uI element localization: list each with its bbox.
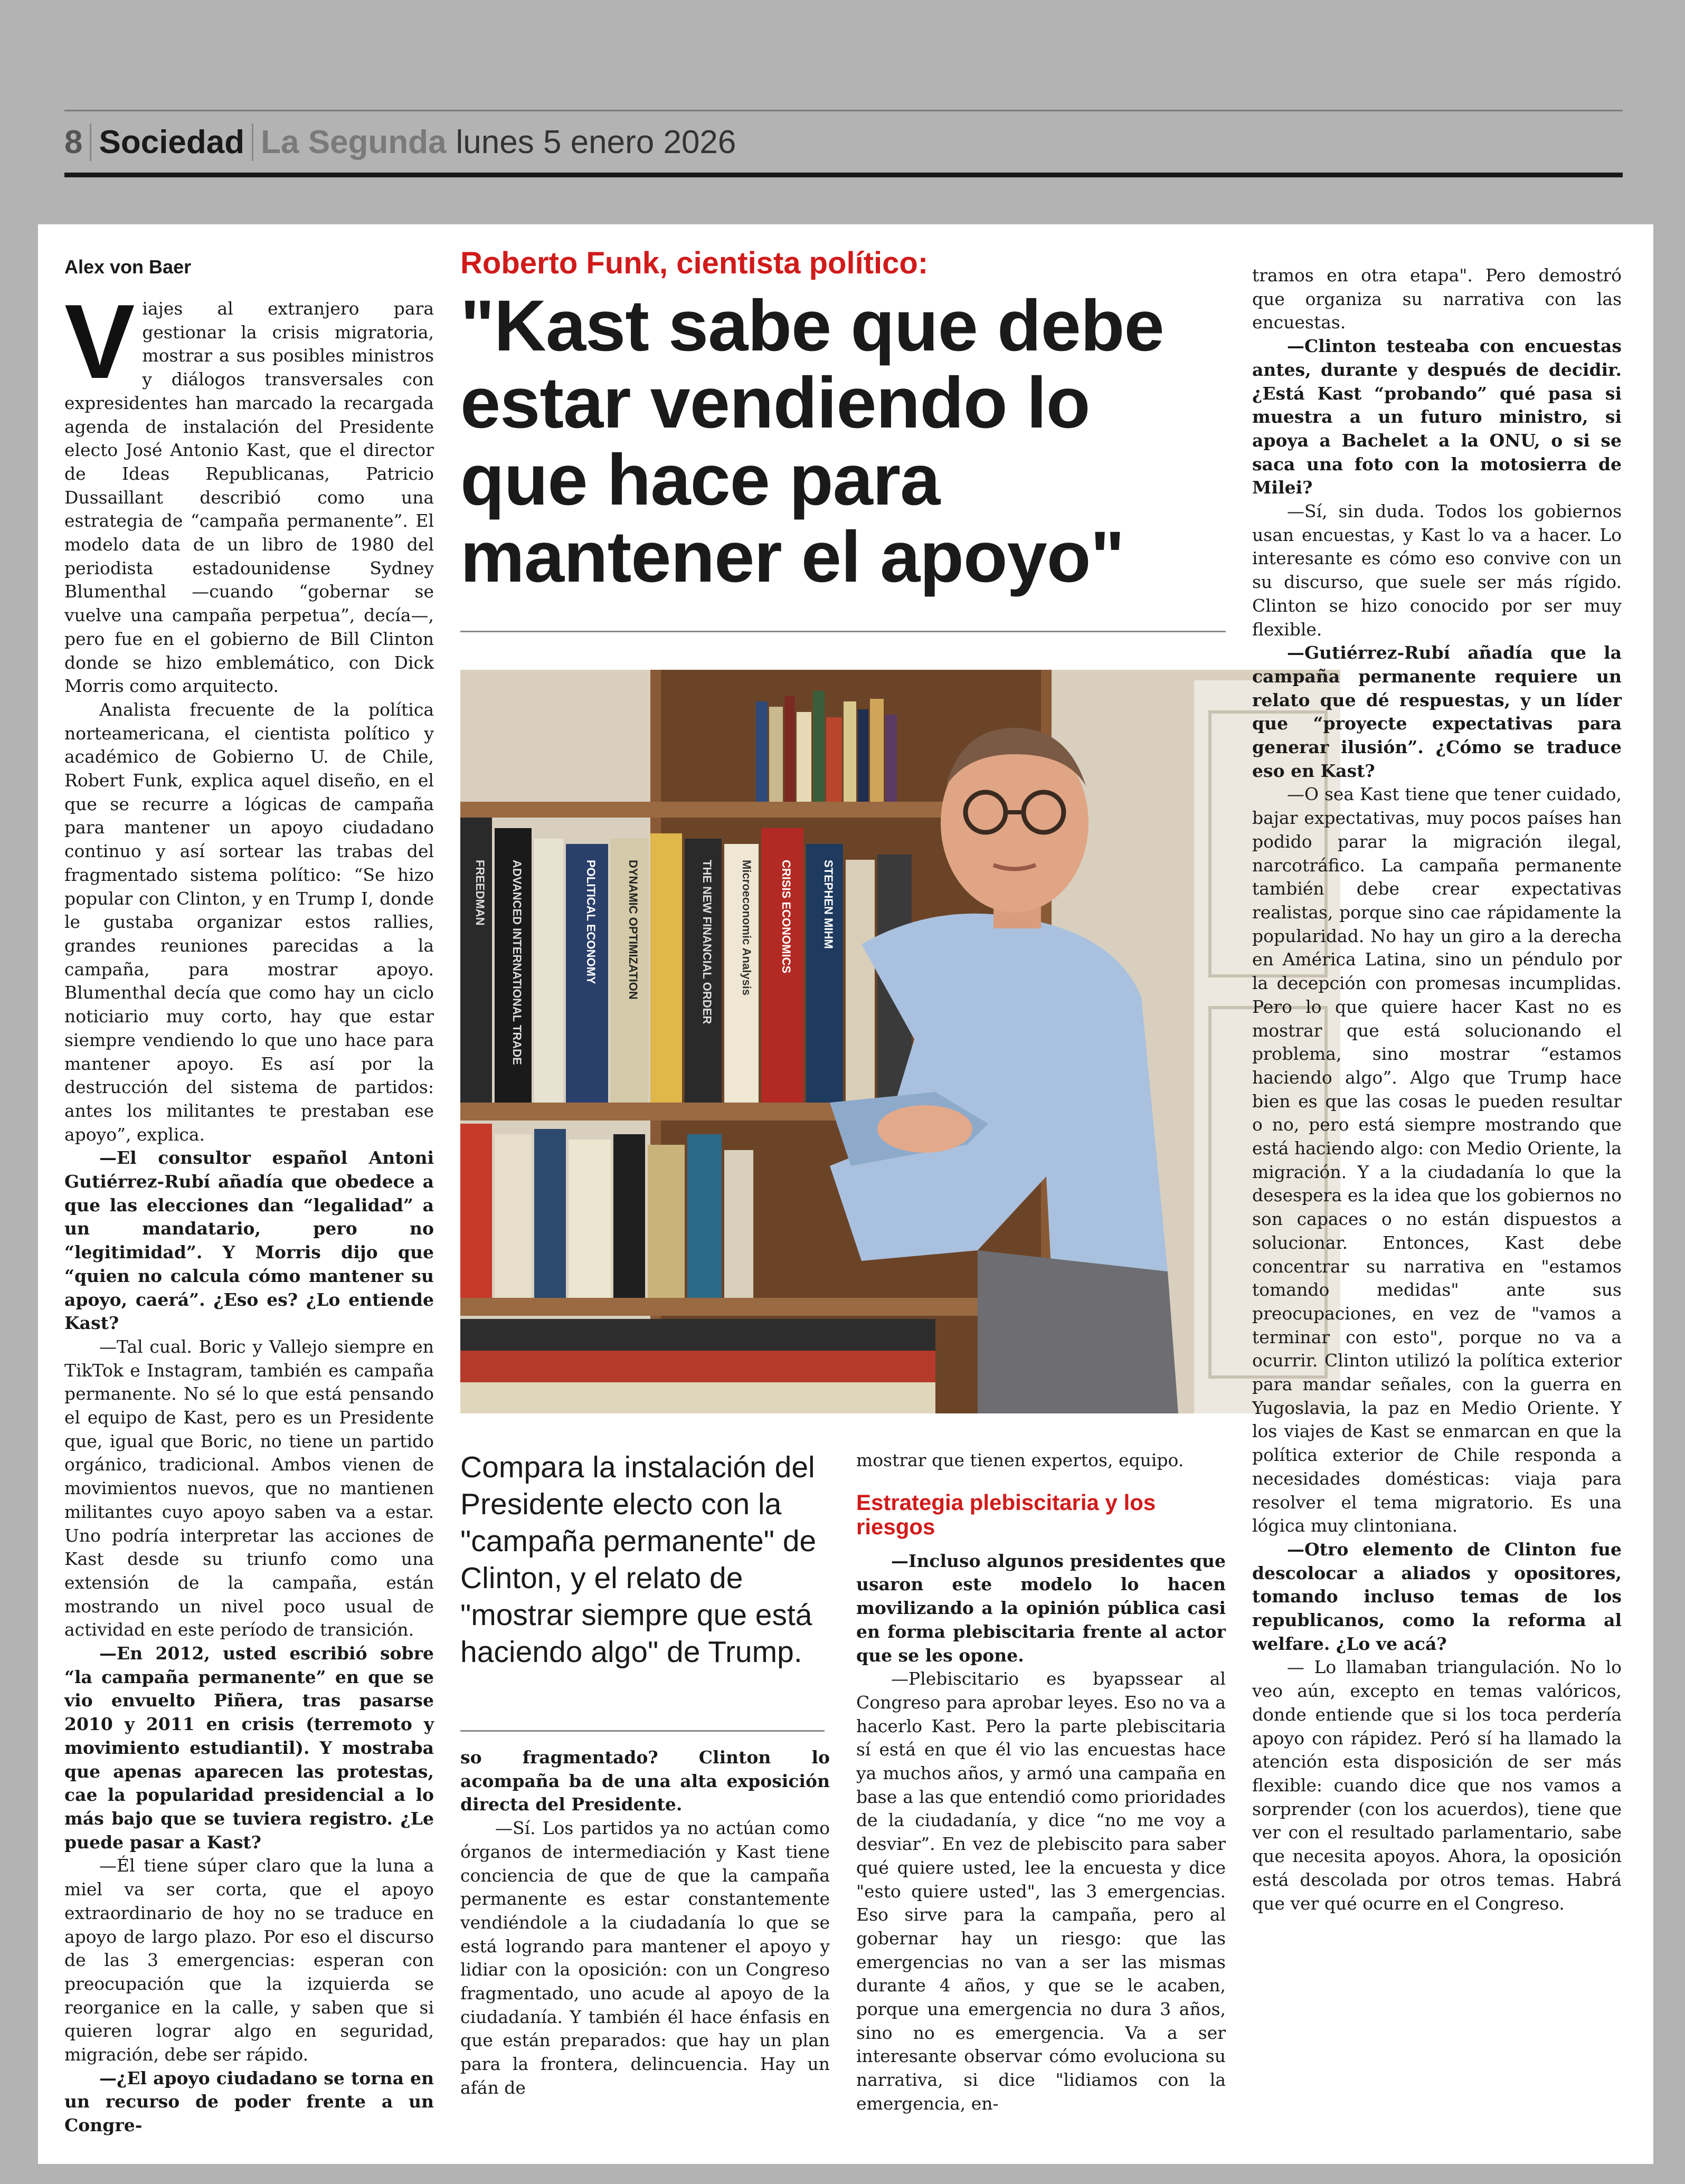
question: —En 2012, usted escribió sobre “la campaña permanente” en que se vio envuelto Piñera, tras pasarse 2010 y 2011 en crisis (terremoto y movimiento estudiantil). Y mostraba que apenas aparecen las protestas, cae la popularidad presidencial a lo más bajo que se tuviera registro. ¿Le puede pasar a Kast? (64, 1643, 434, 1853)
book-spine-label: CRISIS ECONOMICS (780, 860, 793, 974)
book-spine-label: ADVANCED INTERNATIONAL TRADE (510, 860, 524, 1065)
newspaper-name: La Segunda (261, 124, 447, 160)
page-number: 8 (64, 124, 91, 161)
question: —¿El apoyo ciudadano se torna en un recurso de poder frente a un Congre- (64, 2067, 434, 2136)
answer: —Plebiscitario es byapssear al Congreso para aprobar leyes. Eso no va a hacerlo Kast. Pero la parte plebiscitaria sí está en que él vio las encuestas hace ya muchos años, y armó una campaña en base a las que entendió como prioridades de la ciudadanía, y dice “no me voy a desviar”. En vez de plebiscito para saber qué quiere usted, lee la encuesta y dice "esto quiere usted", las 3 emergencias. Eso sirve para la campaña, pero al gobernar hay un riesgo: que las emergencias no van a ser las mismas durante 4 años, y que se le acaben, porque una emergencia no dura 3 años, sino no es emergencia. Va a ser interesante observar cómo evoluciona su narrativa, si dice "lidiamos con la emergencia, en- (856, 1668, 1226, 2114)
lead-paragraph (64, 283, 434, 698)
caption-rule (460, 1730, 825, 1732)
answer: —Sí. Los partidos ya no actúan como órganos de intermediación y Kast tiene conciencia de que de que la campaña permanente es estar constantemente vendiéndole a la ciudadanía lo que se está logrando para mantener el apoyo y lidiar con la oposición: con un Congreso fragmentado, uno acude al apoyo de la ciudadanía. Y también él hace énfasis en que están preparados: que hay un plan para la frontera, delincuencia. Hay un afán de (460, 1818, 830, 2098)
book-spine-label: THE NEW FINANCIAL ORDER (700, 860, 714, 1024)
question-continued: so fragmentado? Clinton lo acompaña ba de una alta exposición directa del Presidente. (460, 1747, 830, 1815)
answer: — Lo llamaban triangulación. No lo veo aún, excepto en temas valóricos, donde entiende que si los toca perdería apoyo con rápidez. Peró sí ha llamado la atención esta disposición de ser más flexible: cuando dice que nos vamos a sorprender (con los acuerdos), tiene que ver con el resultado parlamentario, sabe que necesita apoyos. Ahora, la oposición está descolada por otros temas. Habrá que ver qué ocurre en el Congreso. (1252, 1657, 1622, 1914)
book-spine-label: Microeconomic Analysis (740, 860, 753, 996)
question: —Incluso algunos presidentes que usaron este modelo lo hacen movilizando a la opinión pública casi en forma plebiscitaria frente al actor que se les opone. (856, 1550, 1226, 1666)
book-spine-label: POLITICAL ECONOMY (584, 860, 598, 984)
lead-text: iajes al extranjero para gestionar la crisis migratoria, mostrar a sus posibles ministros y diálogos transversales con expresidentes han marcado la recargada agenda de instalación del Presidente electo José Antonio Kast, que el director de Ideas Republicanas, Patricio Dussaillant describió como una estrategia de “campaña permanente”. El modelo data de un libro de 1980 del periodista estadounidense Sydney Blumenthal —cuando “gobernar se vuelve una campaña perpetua”, decía—, pero fue en el gobierno de Bill Clinton donde se hizo emblemático, con Dick Morris como arquitecto. (64, 298, 434, 697)
kicker: Roberto Funk, cientista político: (460, 246, 929, 280)
book-spine-label: DYNAMIC OPTIMIZATION (627, 860, 640, 1000)
headline-rule (460, 631, 1226, 632)
issue-date: lunes 5 enero 2026 (456, 124, 736, 160)
byline: Alex von Baer (64, 256, 192, 278)
answer: —Sí, sin duda. Todos los gobiernos usan encuestas, y Kast lo va a hacer. Lo interesante es cómo eso convive con un su discurso, que suele ser más rígido. Clinton se hizo conocido por ser muy flexible. (1252, 501, 1622, 640)
subhead: Estrategia plebiscitaria y los riesgos (856, 1489, 1156, 1539)
column-2b (856, 1449, 1226, 2116)
question: —Gutiérrez-Rubí añadía que la campaña permanente requiere un relato que dé respuestas, y un líder que “proyecte expectativas para generar ilusión”. ¿Cómo se traduce eso en Kast? (1252, 642, 1622, 781)
column-3 (1252, 264, 1622, 1915)
question: —El consultor español Antoni Gutiérrez-Rubí añadía que obedece a que las elecciones dan “legalidad” a un mandatario, pero no “legitimidad”. Y Morris dijo que “quien no calcula cómo mantener su apoyo, caerá”. ¿Eso es? ¿Lo entiende Kast? (64, 1147, 434, 1334)
book-spine-label: STEPHEN MIHM (822, 860, 835, 949)
portrait-illustration (460, 670, 1340, 1413)
column-1 (64, 256, 434, 2138)
portrait-photo (460, 670, 1340, 1413)
page-header (64, 110, 1623, 177)
question: —Otro elemento de Clinton fue descolocar a aliados y opositores, tomando incluso temas de los republicanos, como la reforma al welfare. ¿Lo ve acá? (1252, 1539, 1622, 1654)
continued-text: mostrar que tienen expertos, equipo. (856, 1450, 1184, 1470)
continued-text: tramos en otra etapa". Pero demostró que organiza su narrativa con las encuestas. (1252, 265, 1622, 333)
question: —Clinton testeaba con encuestas antes, durante y después de decidir. ¿Está Kast “probando” qué pasa si muestra a un futuro ministro, si apoya a Bachelet a la ONU, o si se saca una foto con la motosierra de Milei? (1252, 336, 1622, 498)
column-2a (460, 1746, 830, 2100)
section-name: Sociedad (91, 124, 253, 161)
answer: —Tal cual. Boric y Vallejo siempre en TikTok e Instagram, también es campaña permanente. No sé lo que está pensando el equipo de Kast, pero es un Presidente que, igual que Boric, no tiene un partido orgánico, tradicional. Ambos vienen de movimientos nuevos, que no mantienen militantes cuyo apoyo saben va a estar. Uno podría interpretar las acciones de Kast desde su triunfo como una extensión de la campaña, están mostrando un nivel poco usual de actividad en este período de transición. (64, 1336, 434, 1640)
paragraph: Analista frecuente de la política norteamericana, el cientista político y académico de Gobierno U. de Chile, Robert Funk, explica aquel diseño, en el que se recurre a lógicas de campaña para mantener un apoyo ciudadano continuo y así sortear las trabas del fragmentado sistema político: “Se hizo popular con Clinton, y en Trump I, donde le gustaba organizar estos rallies, grandes reuniones parecidas a la campaña, para mostrar apoyo. Blumenthal decía que como hay un ciclo noticiario muy corto, hay que estar siempre vendiendo lo que uno hace para mantener apoyo. Es así por la destrucción del sistema de partidos: antes los militantes te prestaban ese apoyo”, explica. (64, 699, 434, 1145)
photo-caption: Compara la instalación del Presidente electo con la "campaña permanente" de Clinton, y el relato de "mostrar siempre que está haciendo algo" de Trump. (460, 1450, 817, 1669)
answer: —O sea Kast tiene que tener cuidado, bajar expectativas, muy pocos países han podido parar la migración ilegal, narcotráfico. La campaña permanente también debe crear expectativas realistas, porque sino cae rápidamente la popularidad. No hay un giro a la derecha en América Latina, sino un péndulo por la decepción con promesas incumplidas. Pero lo que quiere hacer Kast no es mostrar que está solucionando el problema, sino mostrar “estamos haciendo algo”. Algo que Trump hace bien es que las cosas le pueden resultar o no, pero está siempre mostrando que está haciendo algo: con Medio Oriente, la migración. Y a la ciudadanía lo que la desespera es la idea que los gobiernos no son capaces o no están dispuestos a solucionar. Entonces, Kast debe concentrar su narrativa en "estamos tomando medidas" ante sus preocupaciones, en vez de "vamos a terminar con esto", porque no va a ocurrir. Clinton utilizó la política exterior para mandar señales, con la guerra en Yugoslavia, la paz en Medio Oriente. Y los viajes de Kast se enmarcan en que la política exterior de Chile responda a necesidades domésticas: viaja para resolver el tema migratorio. Es una lógica muy clintoniana. (1252, 784, 1622, 1536)
answer: —Él tiene súper claro que la luna a miel va ser corta, que el apoyo extraordinario de hoy no se traduce en apoyo de largo plazo. Por eso el discurso de las 3 emergencias: esperan con preocupación que la izquierda se reorganice en la calle, y saben que si quieren lograr algo en seguridad, migración, debe ser rápido. (64, 1855, 434, 2065)
article-page (38, 224, 1653, 2164)
drop-cap: V (64, 283, 135, 401)
book-spine-label: FREEDMAN (474, 860, 487, 926)
headline: "Kast sabe que debe estar vendiendo lo que hace para mantener el apoyo" (460, 286, 1164, 597)
